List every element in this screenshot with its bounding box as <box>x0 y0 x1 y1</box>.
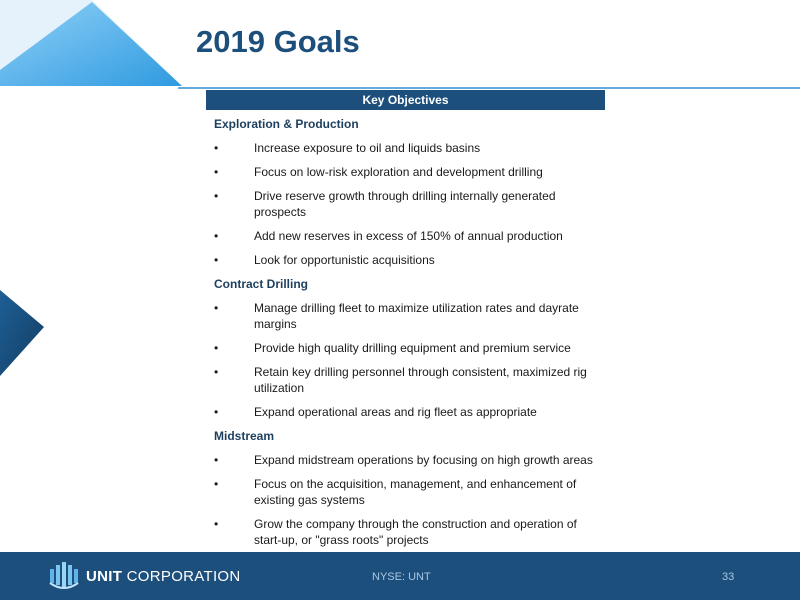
bullet-icon: • <box>214 229 219 243</box>
list-item <box>214 164 606 180</box>
list-item <box>214 340 606 356</box>
bullet-icon: • <box>214 189 219 203</box>
section-heading-contract-drilling: Contract Drilling <box>214 277 309 291</box>
title-divider <box>178 87 800 89</box>
company-logo-text: UNIT CORPORATION <box>86 568 241 585</box>
list-item <box>214 516 606 548</box>
bullet-icon: • <box>214 517 219 531</box>
list-item-text: Manage drilling fleet to maximize utilization rates and dayrate margins <box>254 301 579 331</box>
list-item <box>214 300 606 332</box>
list-item <box>214 476 606 508</box>
list-item-text: Focus on low-risk exploration and development drilling <box>254 165 543 179</box>
list-item-text: Increase exposure to oil and liquids basins <box>254 141 481 155</box>
left-arrow-shape <box>0 290 44 376</box>
bullet-icon: • <box>214 253 219 267</box>
slide-title: 2019 Goals <box>196 24 360 59</box>
list-item <box>214 188 606 220</box>
bullet-icon: • <box>214 165 219 179</box>
footer-bar <box>0 552 800 600</box>
bullet-icon: • <box>214 301 219 315</box>
list-item-text: Look for opportunistic acquisitions <box>254 253 435 267</box>
bullet-icon: • <box>214 141 219 155</box>
objectives-list <box>214 116 606 556</box>
list-item <box>214 364 606 396</box>
list-item <box>214 140 606 156</box>
list-item <box>214 252 606 268</box>
bullet-icon: • <box>214 365 219 379</box>
list-item-text: Add new reserves in excess of 150% of annual production <box>254 229 563 243</box>
list-item <box>214 228 606 244</box>
bullet-icon: • <box>214 341 219 355</box>
section-heading-midstream: Midstream <box>214 429 275 443</box>
stock-ticker: NYSE: UNT <box>372 571 431 583</box>
page-number: 33 <box>722 571 735 583</box>
bullet-icon: • <box>214 477 219 491</box>
table-header: Key Objectives <box>206 90 605 110</box>
list-item <box>214 452 606 468</box>
list-item-text: Expand operational areas and rig fleet as appropriate <box>254 405 537 419</box>
list-item-text: Grow the company through the construction and operation of start-up, or "grass roots" projects <box>254 517 577 547</box>
bullet-icon: • <box>214 405 219 419</box>
list-item-text: Focus on the acquisition, management, and enhancement of existing gas systems <box>254 477 577 507</box>
list-item-text: Retain key drilling personnel through consistent, maximized rig utilization <box>254 365 587 395</box>
list-item-text: Provide high quality drilling equipment and premium service <box>254 341 571 355</box>
unit-corporation-logo-icon <box>48 559 82 593</box>
list-item-text: Expand midstream operations by focusing on high growth areas <box>254 453 593 467</box>
section-heading-exploration: Exploration & Production <box>214 117 359 131</box>
bullet-icon: • <box>214 453 219 467</box>
list-item-text: Drive reserve growth through drilling internally generated prospects <box>254 189 556 219</box>
list-item <box>214 404 606 420</box>
